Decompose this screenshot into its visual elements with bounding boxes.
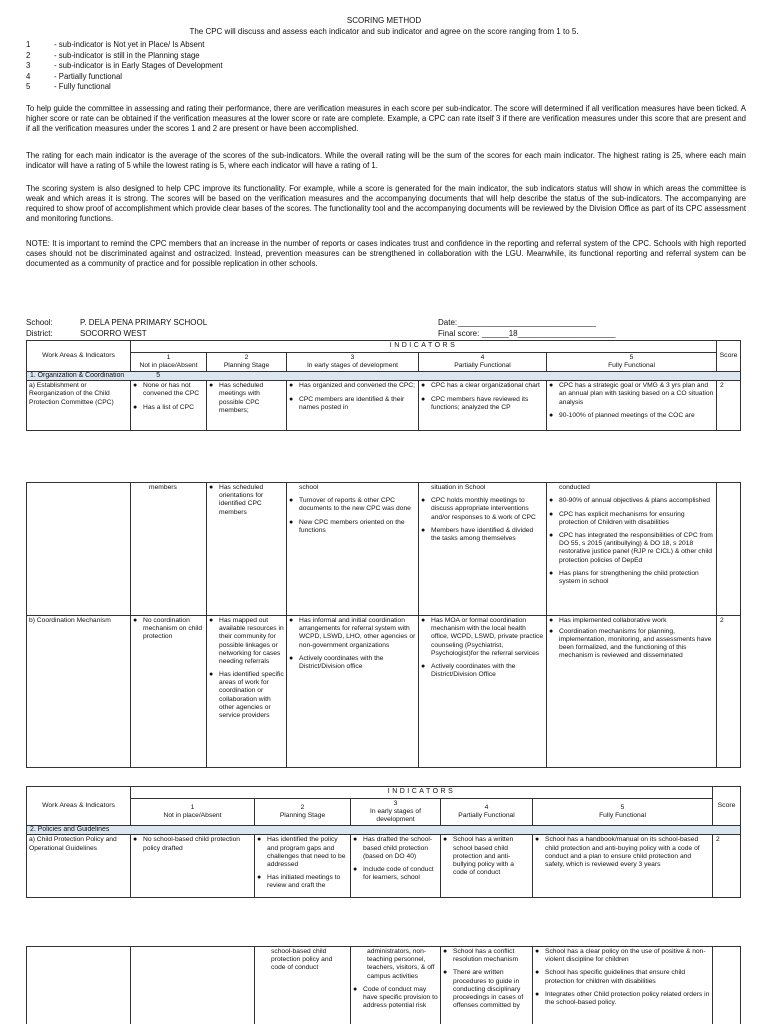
level-2-header: 2 Planning Stage — [255, 798, 351, 826]
date-value: _______________________________ — [458, 318, 596, 327]
page-subtitle: The CPC will discuss and assess each indicator and sub indicator and agree on the score ranging from 1 to 5. — [189, 27, 579, 36]
indicators-table-4 — [26, 946, 741, 1024]
level-3-header: 3 In early stages of development — [287, 352, 419, 371]
level-3-cell: ● Has informal and initial coordination arrangements for referral system with WCPD, LSWD, LHO, other agencies or non-government organizations ● Actively coordinates with the District/Division office — [287, 616, 419, 768]
table-row — [27, 835, 741, 897]
level-4-cell: ● School has a conflict resolution mechanism ● There are written procedures to guide in conducting disciplinary proceedings in cases of offenses committed by — [441, 947, 533, 1024]
score-cell — [713, 947, 741, 1024]
level-4-cell: ● School has a written school based child protection and anti-bullying policy with a code of conduct — [441, 835, 533, 897]
scale-item: 4 - Partially functional — [26, 71, 123, 81]
work-areas-header: Work Areas & Indicators — [27, 341, 131, 372]
indicators-table-1 — [26, 340, 741, 431]
level-1-header: 1 Not in place/Absent — [131, 352, 207, 371]
level-2-cell: ● Has mapped out available resources in their community for possible linkages or networking for cases needing referrals ● Has identified specific areas of work for coordination or collaboration with other agencies or service providers — [207, 616, 287, 768]
level-4-cell: situation in School ● CPC holds monthly meetings to discuss appropriate interventions and/or responses to & work of CPC ● Members have identified & divided the tasks among themselves — [419, 483, 547, 616]
score-scale-list — [26, 40, 223, 93]
final-score-label: Final score: — [438, 329, 480, 338]
table-row — [27, 616, 741, 768]
level-2-header: 2 Planning Stage — [207, 352, 287, 371]
district-value: SOCORRO WEST — [80, 329, 147, 338]
indicators-table-3 — [26, 786, 741, 898]
table-row — [27, 947, 741, 1024]
school-value: P. DELA PENA PRIMARY SCHOOL — [80, 318, 208, 327]
score-cell: 2 — [713, 835, 741, 897]
final-score-value: ______18______________________ — [482, 329, 616, 338]
indicator-label: a) Establishment or Reorganization of the Child Protection Committee (CPC) — [27, 381, 131, 431]
scale-item: 1 - sub-indicator is Not yet in Place/ Is Absent — [26, 40, 205, 49]
level-5-header: 5 Fully Functional — [547, 352, 717, 371]
score-cell: 2 — [717, 381, 741, 431]
indicator-label — [27, 483, 131, 616]
level-1-cell: ● No school-based child protection policy drafted — [131, 835, 255, 897]
level-1-cell: ● No coordination mechanism on child protection — [131, 616, 207, 768]
scale-item: 3 - sub-indicator is in Early Stages of Development — [26, 61, 223, 71]
score-cell: 2 — [717, 616, 741, 768]
indicator-label: a) Child Protection Policy and Operational Guidelines — [27, 835, 131, 897]
work-areas-header: Work Areas & Indicators — [27, 787, 131, 826]
indicators-header: INDICATORS — [131, 341, 717, 353]
page-title: SCORING METHOD — [346, 16, 422, 25]
level-5-cell: ● CPC has a strategic goal or VMG & 3 yrs plan and an annual plan with tasking based on a CO situation analysis ● 90-100% of planned meetings of the COC are — [547, 381, 717, 431]
level-1-cell: members — [131, 483, 207, 616]
level-3-cell: school ● Turnover of reports & other CPC documents to the new CPC was done ● New CPC members oriented on the functions — [287, 483, 419, 616]
paragraph-rating: The rating for each main indicator is the average of the scores of the sub-indicators. While the overall rating will be the sum of the scores for each main indicator. The highest rating is 25, where each main indicator will have a rating of 5 while the lowest rating is 5, where each indicator will have a rating of 1. — [26, 151, 746, 170]
level-4-header: 4 Partially Functional — [419, 352, 547, 371]
level-5-cell: ● School has a handbook/manual on its school-based child protection and anti-buying policy with a code of conduct and a plan to ensure child protection and safety, which is reviewed every 3 years — [533, 835, 713, 897]
level-3-header: 3 In early stages of development — [351, 798, 441, 826]
paragraph-verification: To help guide the committee in assessing and rating their performance, there are verification measures in each score per sub-indicator. The score will determined if all verification measures have been ticked. A higher score or rate can be obtained if the verification measures at the lower score or rate are complete. Example, a CPC can rate itself 3 if there are verification measures under this score that are present and if all the verification measures under the scores 1 and 2 are present or have been accomplished. — [26, 104, 746, 133]
level-2-cell: ● Has identified the policy and program gaps and challenges that need to be addressed ● Has initiated meetings to review and craft the — [255, 835, 351, 897]
section-header: 2. Policies and Guidelines — [27, 826, 741, 835]
level-3-cell: administrators, non-teaching personnel, teachers, visitors, & off campus activities ● Code of conduct may have specific provision to address potential risk — [351, 947, 441, 1024]
paragraph-note: NOTE: It is important to remind the CPC members that an increase in the number of reports or cases indicates trust and confidence in the reporting and referral system of the CPC. Schools with high reported cases should not be discriminated against and ostracized. Instead, prevention measures can be strengthened in collaboration with the LGU. Meanwhile, its functional reporting and referral system can be documented as a community of practice and for possible replication in other schools. — [26, 239, 746, 268]
paragraph-scoring-system: The scoring system is also designed to help CPC improve its functionality. For example, while a score is generated for the main indicator, the sub indicators status will show in which areas the committee is weak and which areas it is strong. The scores will be based on the verification measures and the accompanying documents that will help describe the status of the sub-indicators. The accompanying are required to show proof of accomplishment which provide clear bases of the scores. The functionality tool and the accompanying documents will be reviewed by the Division Office as part of its CPC assessment and monitoring functions. — [26, 184, 746, 223]
level-1-cell — [131, 947, 255, 1024]
level-1-cell: ● None or has not convened the CPC ● Has a list of CPC — [131, 381, 207, 431]
score-cell — [717, 483, 741, 616]
level-5-cell: ● School has a clear policy on the use of positive & non-violent discipline for children ● School has specific guidelines that ensure child protection for children with disabilities ● Integrates other Child protection policy related orders in the school-based policy. — [533, 947, 713, 1024]
scale-item: 2 - sub-indicator is still in the Planning stage — [26, 50, 200, 60]
school-label: School: — [26, 318, 53, 327]
level-2-cell: ● Has scheduled orientations for identified CPC members — [207, 483, 287, 616]
section-header-fill — [207, 371, 741, 380]
level-4-header: 4 Partially Functional — [441, 798, 533, 826]
level-4-cell: ● Has MOA or formal coordination mechanism with the local health office, WCPD, LSWD, private practice counseling (Psychiatrist, Psychologist)for the referral services ● Actively coordinates with the District/Division Office — [419, 616, 547, 768]
score-header: Score — [713, 787, 741, 826]
indicator-label — [27, 947, 131, 1024]
level-5-cell: ● Has implemented collaborative work ● Coordination mechanisms for planning, implementation, monitoring, and assessments have been formalized, and the functioning of this mechanism is reviewed and disseminated — [547, 616, 717, 768]
district-label: District: — [26, 329, 53, 338]
table-row — [27, 483, 741, 616]
level-3-cell: ● Has drafted the school-based child protection (based on DO 40) ● Include code of conduct for learners, school — [351, 835, 441, 897]
indicator-label: b) Coordination Mechanism — [27, 616, 131, 768]
score-header: Score — [717, 341, 741, 372]
indicators-table-2 — [26, 482, 741, 768]
level-2-cell: school-based child protection policy and code of conduct — [255, 947, 351, 1024]
level-4-cell: ● CPC has a clear organizational chart ● CPC members have reviewed its functions; analyzed the CP — [419, 381, 547, 431]
scale-item: 5 - Fully functional — [26, 82, 111, 92]
level-3-cell: ● Has organized and convened the CPC; ● CPC members are identified & their names posted in — [287, 381, 419, 431]
level-5-cell: conducted ● 80-90% of annual objectives & plans accomplished ● CPC has explicit mechanisms for ensuring protection of Children with disabilities ● CPC has integrated the responsibilities of CPC from DO 55, s 2015 (antibullying) & DO 18, s 2018 restorative justice panel (RJP re CICL) & other child protection policies of DepEd ● Has plans for strengthening the child protection system in school — [547, 483, 717, 616]
indicators-header: INDICATORS — [131, 787, 713, 799]
date-label: Date: — [438, 318, 458, 327]
table-row — [27, 381, 741, 431]
level-1-header: 1 Not in place/Absent — [131, 798, 255, 826]
level-5-header: 5 Fully Functional — [533, 798, 713, 826]
section-header: 1. Organization & Coordination 5 — [27, 371, 207, 380]
level-2-cell: ● Has scheduled meetings with possible CPC members; — [207, 381, 287, 431]
